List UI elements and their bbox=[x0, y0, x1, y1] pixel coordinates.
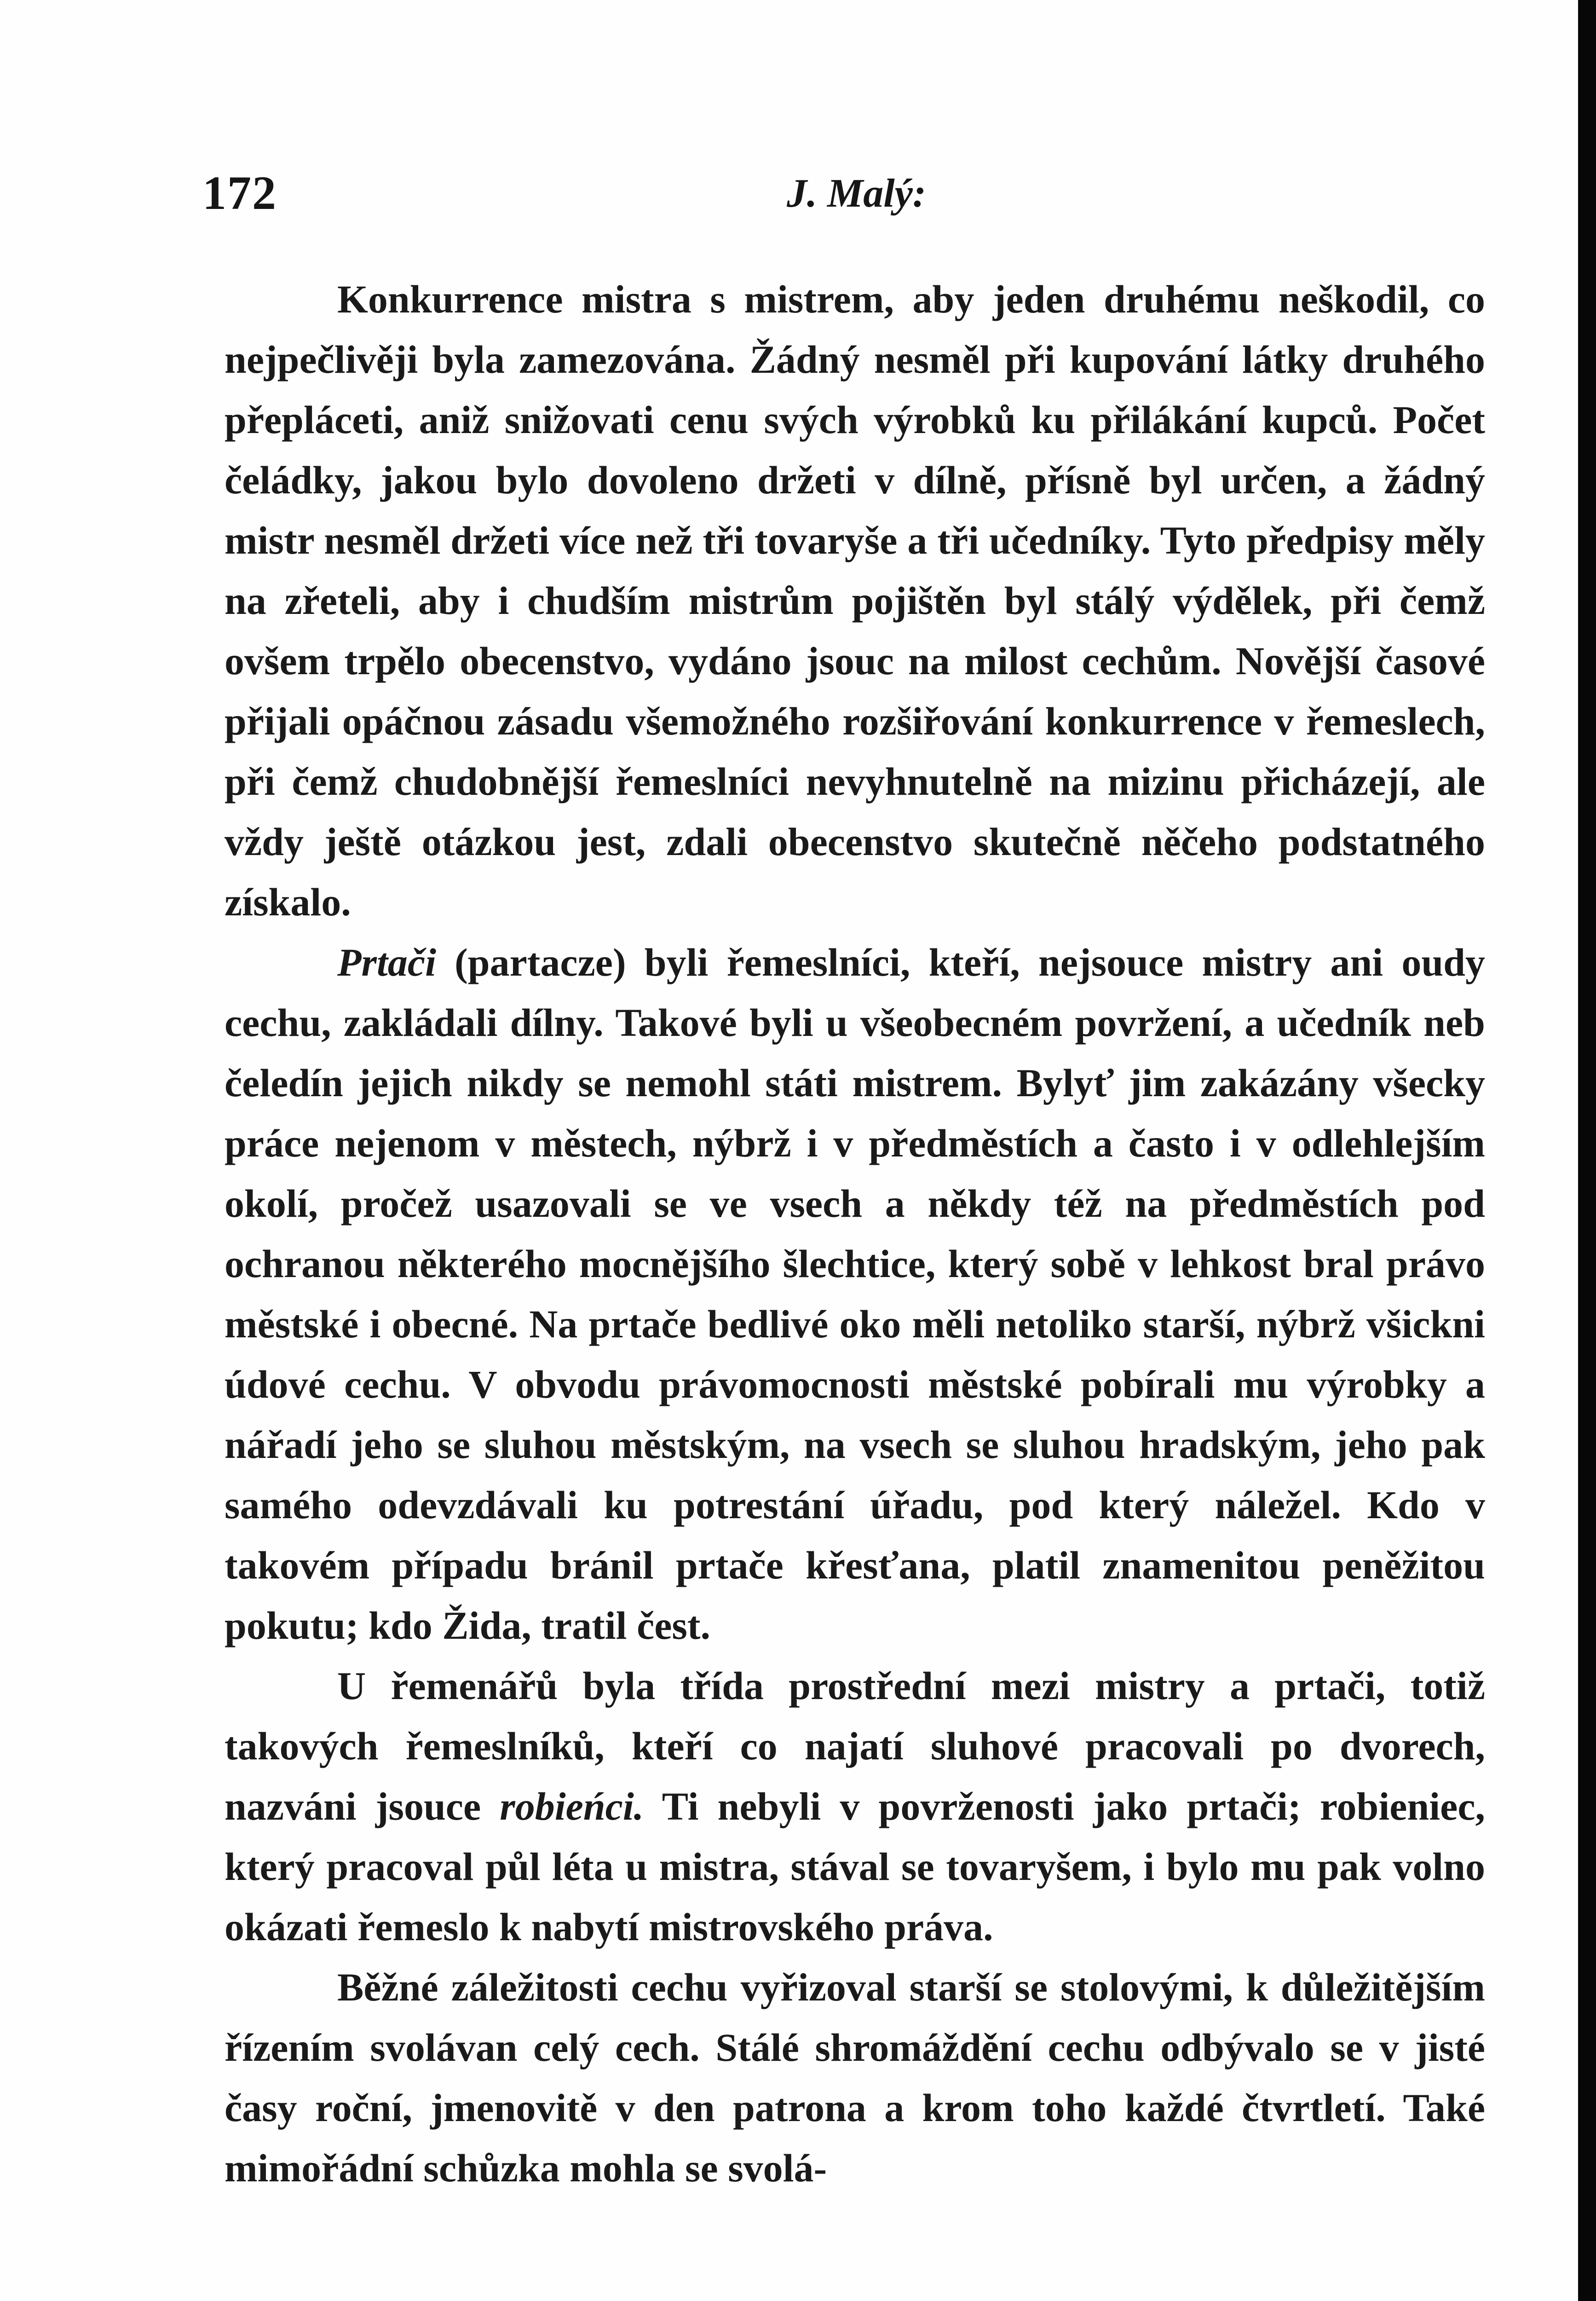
running-title: J. Malý: bbox=[787, 171, 927, 216]
paragraph-text: Ti nebyli v povrženosti jako prtači; robieniec, který pracoval půl léta u mistra, stával se tovaryšem, i bylo mu pak volno okázati řemeslo k nabytí mistrovského práva. bbox=[225, 1784, 1485, 1949]
paragraph-prtaci bbox=[225, 932, 1485, 1656]
paragraph-remenari bbox=[225, 1656, 1485, 1957]
page-number: 172 bbox=[202, 167, 277, 220]
page-header bbox=[202, 152, 1481, 235]
term-robienci: robieńci. bbox=[500, 1784, 644, 1828]
paragraph-guild-meetings bbox=[225, 1957, 1485, 2198]
body-text bbox=[225, 269, 1485, 2198]
paragraph-text: U řemenářů byla třída prostřední mezi mistry a prtači, totiž takových řemeslníků, kteří co najatí sluhové pracovali po dvorech, nazváni jsouce bbox=[225, 1664, 1485, 1828]
term-prtaci: Prtači bbox=[337, 940, 436, 984]
paragraph-text: Běžné záležitosti cechu vyřizoval starší se stolovými, k důležitějším řízením svolávan celý cech. Stálé shromáždění cechu odbývalo se v jisté časy roční, jmenovitě v den patrona a krom toho každé čtvrtletí. Také mimořádní schůzka mohla se svolá- bbox=[225, 1965, 1485, 2190]
scan-dark-edge bbox=[1578, 0, 1596, 2301]
paragraph-text: (partacze) byli řemeslníci, kteří, nejsouce mistry ani oudy cechu, zakládali dílny. Takové byli u všeobecném povržení, a učedník neb čeledín jejich nikdy se nemohl státi mistrem. Bylyť jim zakázány všecky práce nejenom v městech, nýbrž i v předměstích a často i v odlehlejším okolí, pročež usazovali se ve vsech a někdy též na předměstích pod ochranou některého mocnějšího šlechtice, který sobě v lehkost bral právo městské i obecné. Na prtače bedlivé oko měli netoliko starší, nýbrž všickni údové cechu. V obvodu právomocnosti městské pobírali mu výrobky a nářadí jeho se sluhou městským, na vsech se sluhou hradským, jeho pak samého odevzdávali ku potrestání úřadu, pod který náležel. Kdo v takovém případu bránil prtače křesťana, platil znamenitou peněžitou pokutu; kdo Žida, tratil čest. bbox=[225, 940, 1485, 1648]
paragraph-text: Konkurrence mistra s mistrem, aby jeden druhému neškodil, co nejpečlivěji byla zamezována. Žádný nesměl při kupování látky druhého přepláceti, aniž snižovati cenu svých výrobků ku přilákání kupců. Počet čeládky, jakou bylo dovoleno držeti v dílně, přísně byl určen, a žádný mistr nesměl držeti více než tři tovaryše a tři učedníky. Tyto předpisy měly na zřeteli, aby i chudším mistrům pojištěn byl stálý výdělek, při čemž ovšem trpělo obecenstvo, vydáno jsouc na milost cechům. Novější časové přijali opáčnou zásadu všemožného rozšiřování konkurrence v řemeslech, při čemž chudobnější řemeslníci nevyhnutelně na mizinu přicházejí, ale vždy ještě otázkou jest, zdali obecenstvo skutečně něčeho podstatného získalo. bbox=[225, 277, 1485, 924]
paragraph-competition bbox=[225, 269, 1485, 932]
